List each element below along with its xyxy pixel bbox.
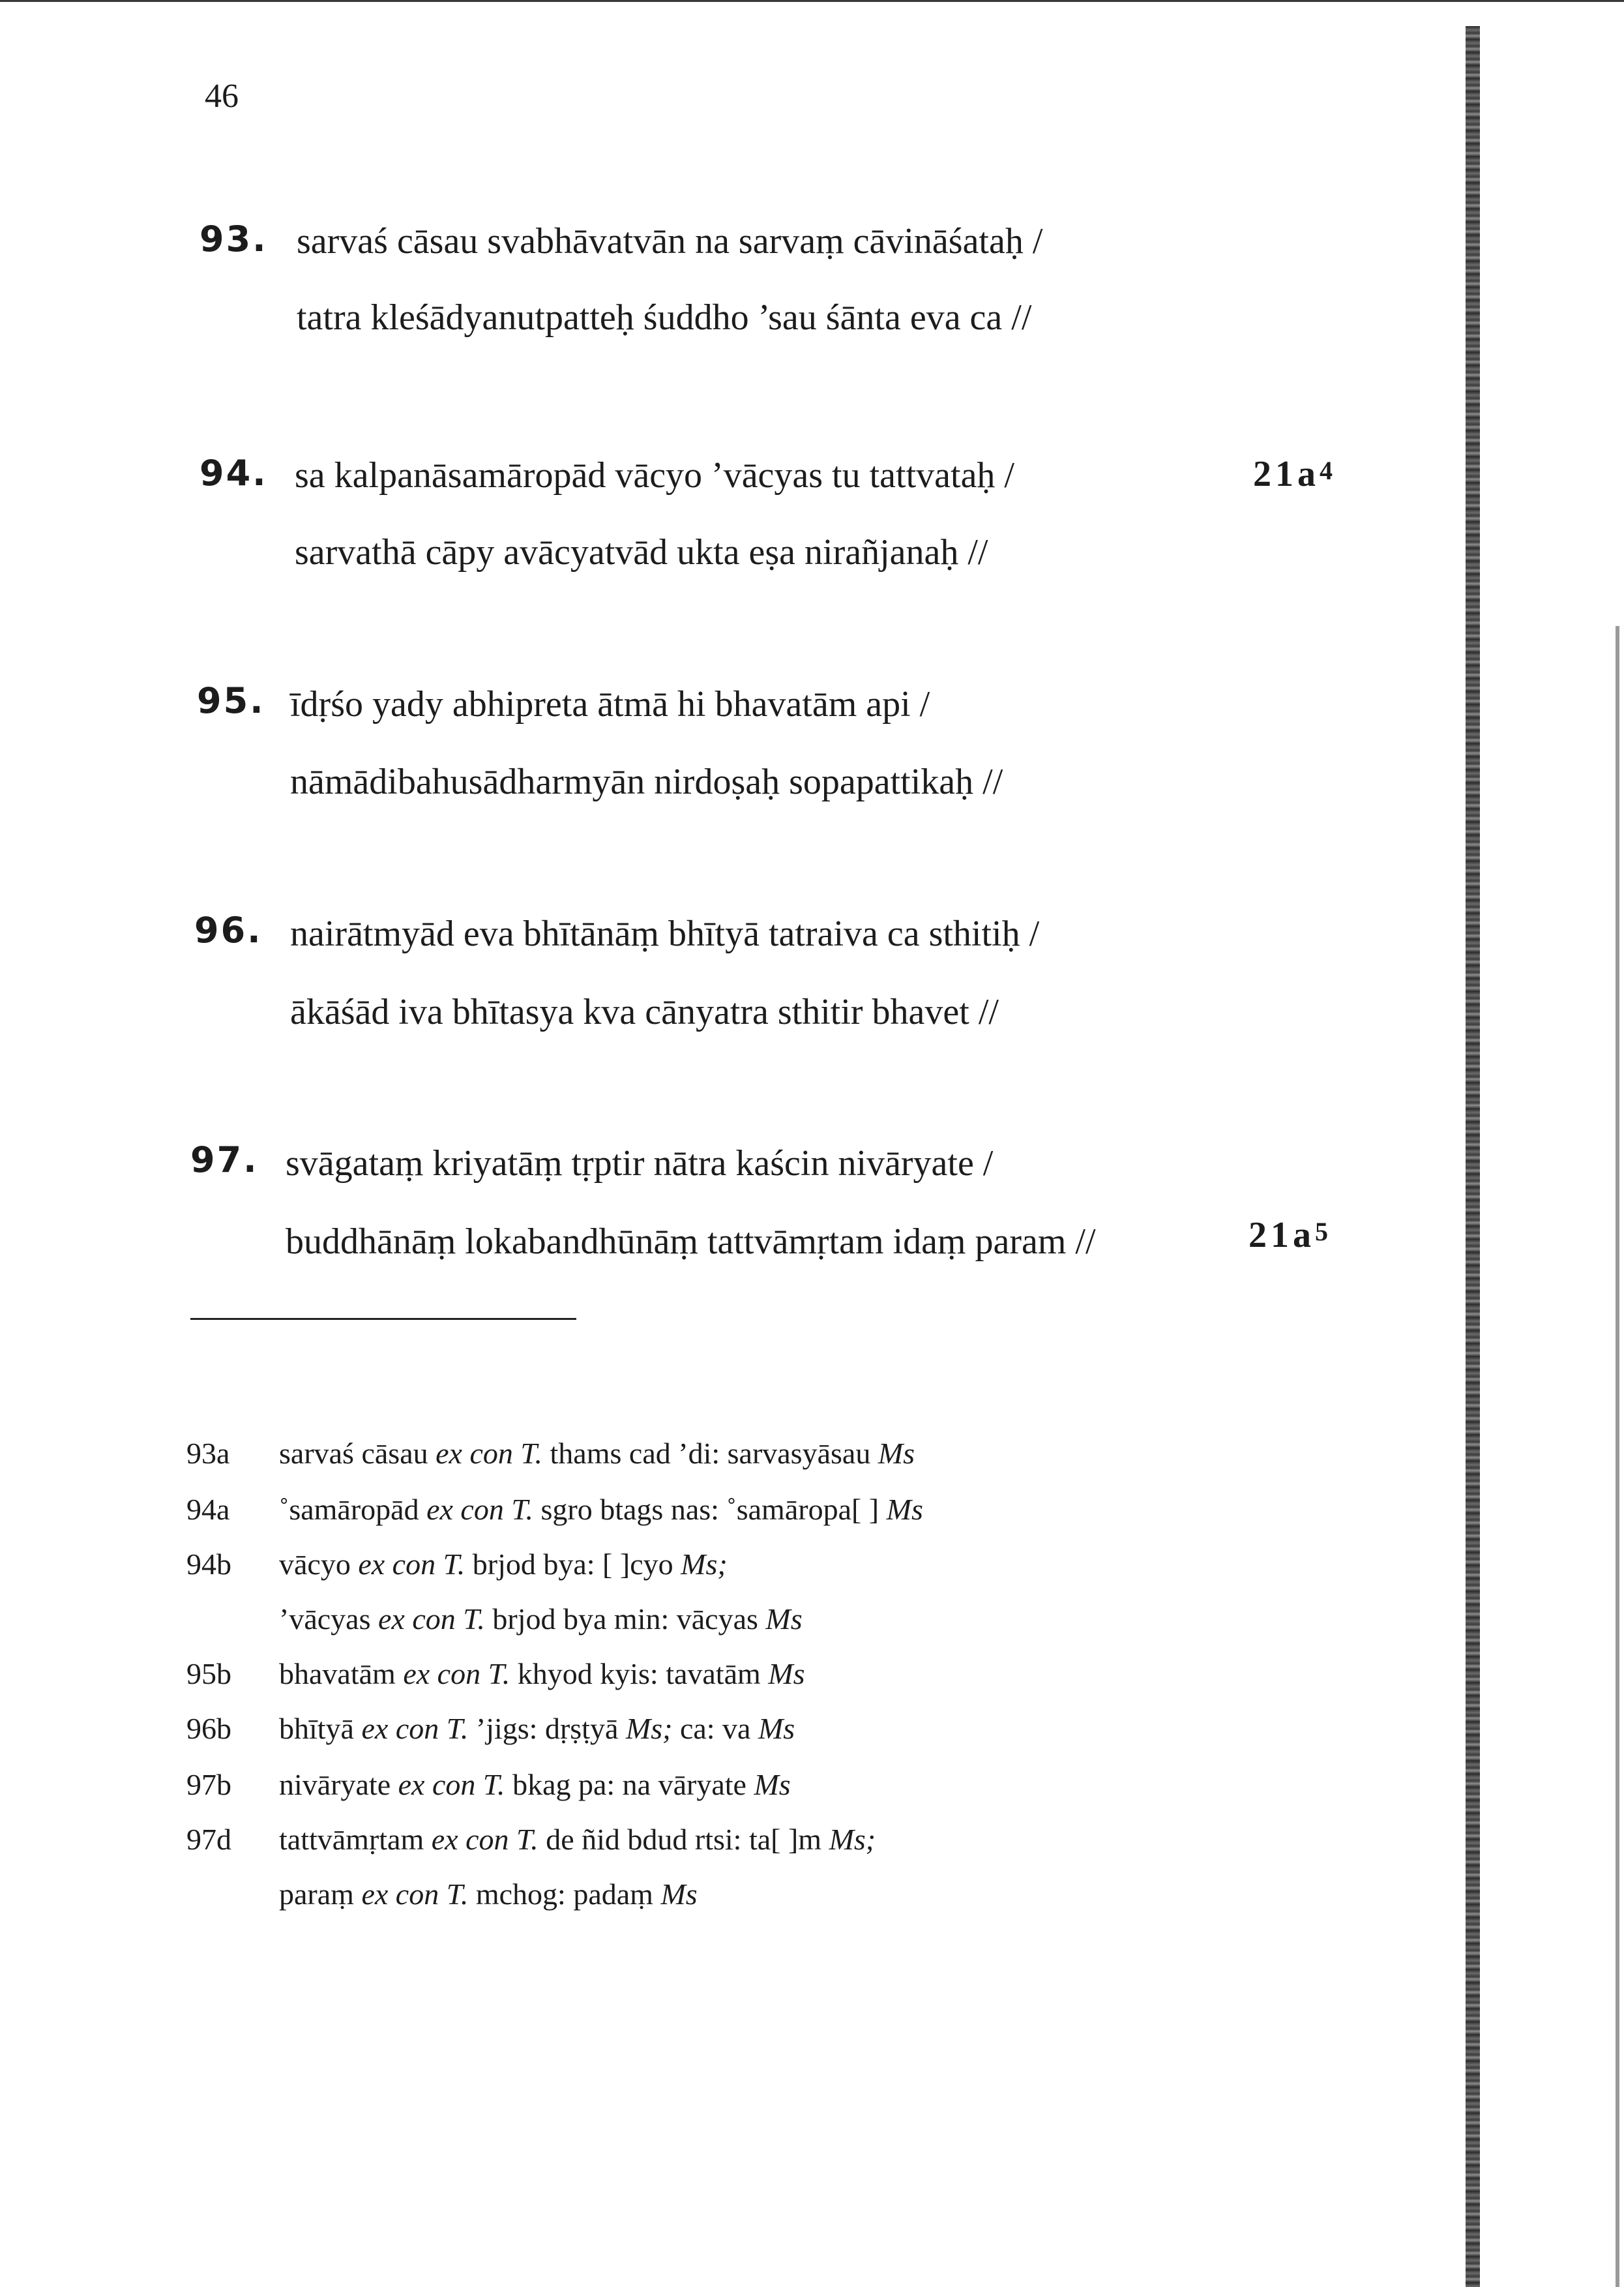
footnote-text: [279, 1547, 728, 1581]
manuscript-siglum: Ms: [758, 1712, 795, 1745]
siglum: ex con T.: [431, 1823, 539, 1856]
footnote-text: [279, 1711, 795, 1746]
verse-number: 93.: [199, 218, 268, 260]
verse-number: 97.: [190, 1139, 259, 1180]
variant: ’jigs: dṛṣṭyā: [468, 1712, 626, 1745]
footnote-text: [279, 1436, 915, 1471]
siglum: ex con T.: [361, 1877, 469, 1911]
footnote-text: [279, 1767, 791, 1802]
siglum: ex con T.: [361, 1712, 469, 1745]
lemma: vācyo: [279, 1547, 359, 1581]
manuscript-siglum: Ms: [768, 1657, 805, 1690]
verse-line: īdṛśo yady abhipreta ātmā hi bhavatām api /: [290, 684, 930, 725]
variant: bkag pa: na vāryate: [505, 1768, 754, 1801]
manuscript-siglum: Ms;: [829, 1823, 876, 1856]
folio-line: 5: [1315, 1217, 1332, 1246]
page-edge-shadow: [1466, 26, 1480, 2287]
verse-line: buddhānāṃ lokabandhūnāṃ tattvāmṛtam idaṃ param //: [286, 1221, 1096, 1262]
manuscript-siglum: Ms: [754, 1768, 791, 1801]
verse-line: nāmādibahusādharmyān nirdoṣaḥ sopapattikaḥ //: [290, 762, 1003, 802]
verse-line: sa kalpanāsamāropād vācyo ’vācyas tu tattvataḥ /: [295, 455, 1014, 496]
verse-line: sarvathā cāpy avācyatvād ukta eṣa nirañjanaḥ //: [295, 532, 988, 573]
lemma: ˚samāropād: [279, 1493, 427, 1526]
siglum: ex con T.: [398, 1768, 505, 1801]
variant: brjod bya: [ ]cyo: [465, 1547, 681, 1581]
variant: thams cad ’di: sarvasyāsau: [542, 1437, 878, 1470]
footnote-label: 94b: [186, 1547, 231, 1581]
footnote-text: [279, 1822, 876, 1857]
verse-line: svāgataṃ kriyatāṃ tṛptir nātra kaścin nivāryate /: [286, 1143, 994, 1184]
folio-base: 21a: [1248, 1215, 1315, 1255]
folio-reference: [1248, 1214, 1332, 1256]
variant: de ñid bdud rtsi: ta[ ]m: [538, 1823, 829, 1856]
top-border: [0, 0, 1624, 2]
manuscript-siglum: Ms: [878, 1437, 915, 1470]
footnote-text: [279, 1602, 803, 1636]
lemma: tattvāmṛtam: [279, 1823, 432, 1856]
verse-line: tatra kleśādyanutpatteḥ śuddho ’sau śānta eva ca //: [297, 297, 1032, 338]
footnote-separator: [190, 1318, 576, 1320]
lemma: nivāryate: [279, 1768, 398, 1801]
variant: sgro btags nas: ˚samāropa[ ]: [533, 1493, 887, 1526]
siglum: ex con T.: [358, 1547, 465, 1581]
footnote-label: 95b: [186, 1657, 231, 1690]
footnote-text: [279, 1492, 923, 1527]
siglum: ex con T.: [403, 1657, 510, 1690]
verse-line: ākāśād iva bhītasya kva cānyatra sthitir bhavet //: [290, 992, 999, 1032]
page-number: 46: [205, 78, 239, 115]
folio-line: 4: [1320, 456, 1336, 485]
footnote-label: 93a: [186, 1437, 230, 1470]
manuscript-siglum: Ms: [660, 1877, 698, 1911]
footnote-text: [279, 1656, 805, 1691]
verse-line: sarvaś cāsau svabhāvatvān na sarvaṃ cāvināśataḥ /: [297, 221, 1043, 262]
lemma: paraṃ: [279, 1877, 362, 1911]
lemma: sarvaś cāsau: [279, 1437, 436, 1470]
siglum: ex con T.: [436, 1437, 543, 1470]
variant: brjod bya min: vācyas: [484, 1602, 766, 1636]
variant: mchog: padaṃ: [468, 1877, 661, 1911]
folio-base: 21a: [1253, 454, 1320, 494]
verse-number: 96.: [194, 910, 263, 951]
page-edge-line: [1616, 626, 1619, 2287]
lemma: ’vācyas: [279, 1602, 378, 1636]
variant: ca: va: [672, 1712, 758, 1745]
folio-reference: [1253, 453, 1336, 495]
footnote-label: 97d: [186, 1823, 231, 1856]
manuscript-siglum: Ms;: [681, 1547, 728, 1581]
footnote-text: [279, 1877, 698, 1911]
lemma: bhītyā: [279, 1712, 362, 1745]
siglum: ex con T.: [377, 1602, 485, 1636]
footnote-label: 97b: [186, 1768, 231, 1801]
verse-number: 94.: [199, 453, 268, 494]
variant: khyod kyis: tavatām: [510, 1657, 769, 1690]
verse-number: 95.: [197, 680, 265, 721]
siglum: ex con T.: [426, 1493, 533, 1526]
manuscript-siglum: Ms: [765, 1602, 803, 1636]
manuscript-siglum: Ms: [886, 1493, 923, 1526]
footnote-label: 94a: [186, 1493, 230, 1526]
verse-line: nairātmyād eva bhītānāṃ bhītyā tatraiva ca sthitiḥ /: [290, 914, 1040, 954]
lemma: bhavatām: [279, 1657, 404, 1690]
footnote-label: 96b: [186, 1712, 231, 1745]
manuscript-siglum: Ms;: [625, 1712, 673, 1745]
